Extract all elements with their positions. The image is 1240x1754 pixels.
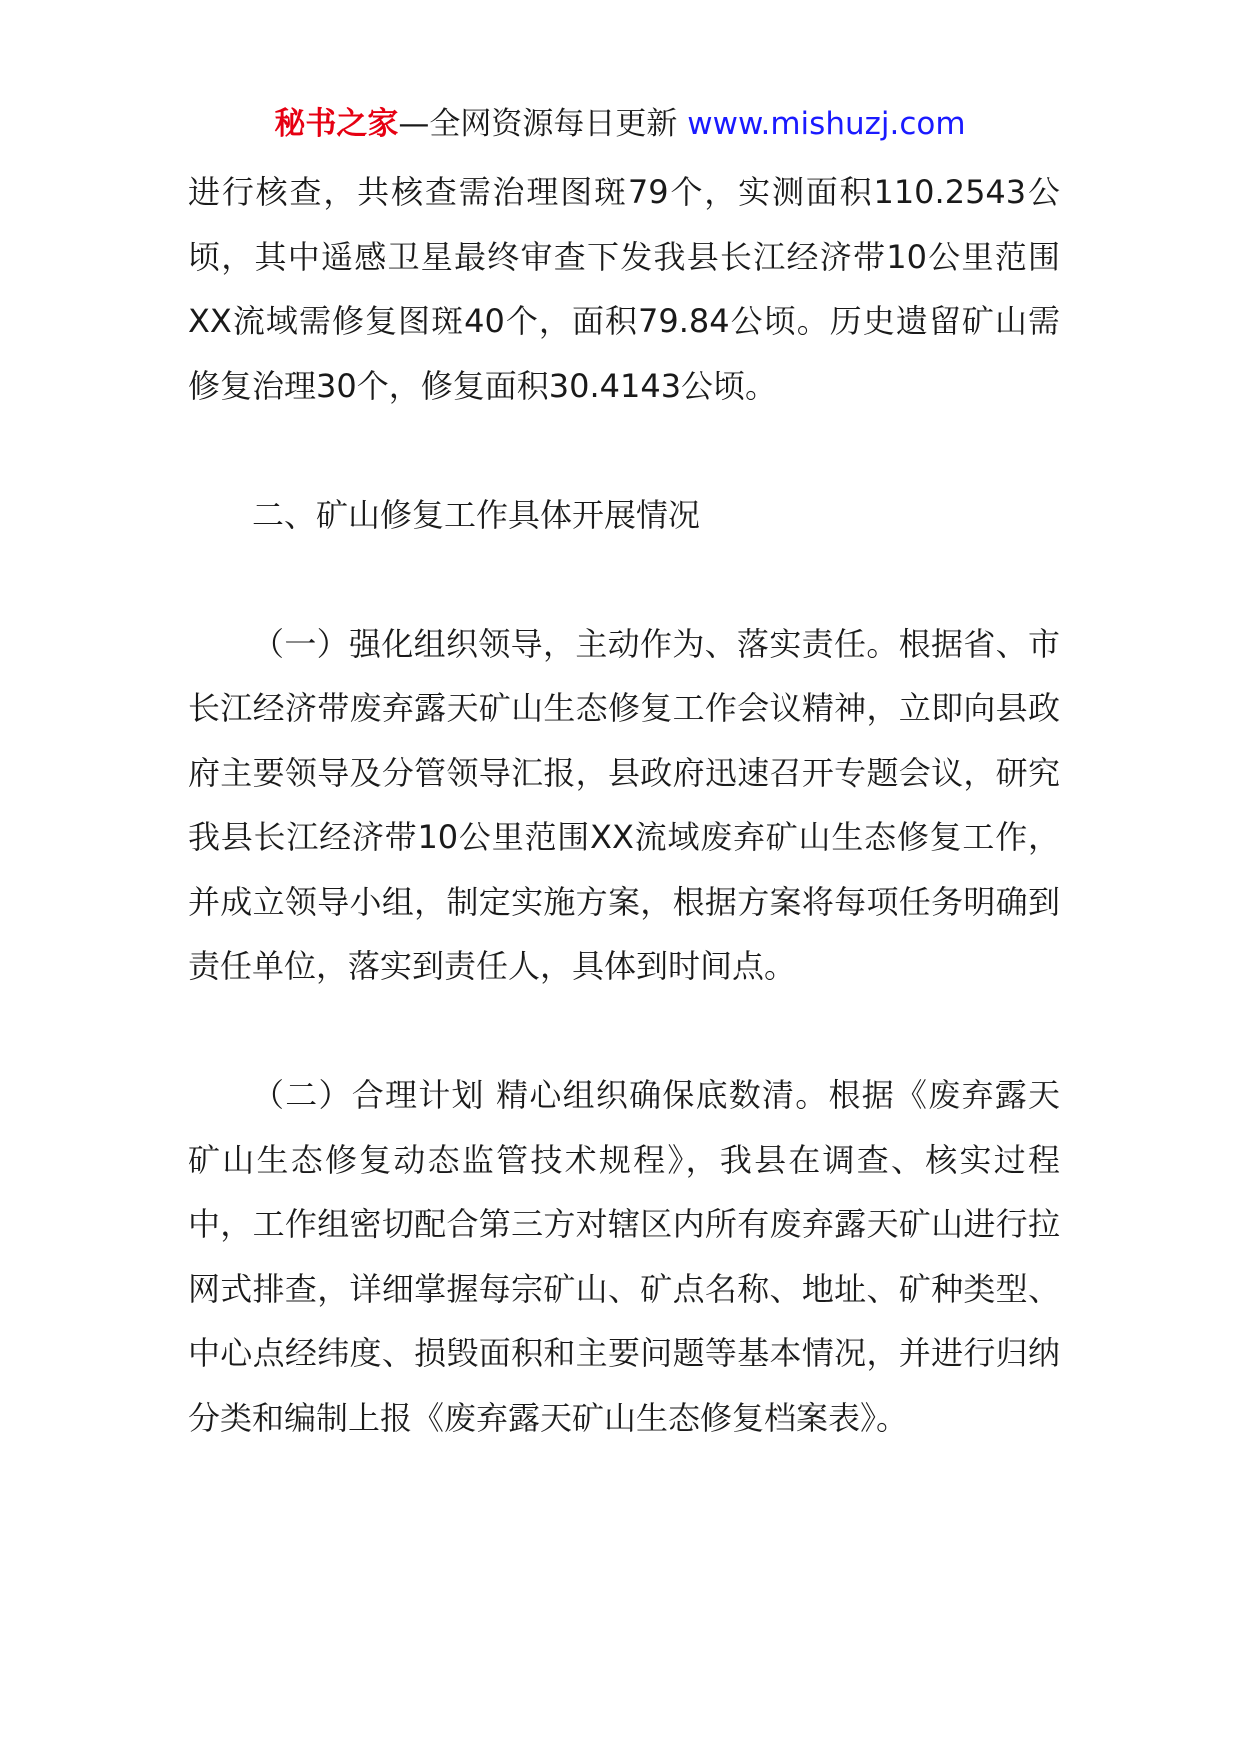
site-header [0,100,1240,148]
paragraph-organization: （一）强化组织领导，主动作为、落实责任。根据省、市长江经济带废弃露天矿山生态修复工作会议精神，立即向县政府主要领导及分管领导汇报，县政府迅速召开专题会议，研究我县长江经济带10公里范围XX流域废弃矿山生态修复工作，并成立领导小组，制定实施方案，根据方案将每项任务明确到责任单位，落实到责任人，具体到时间点。 [188,624,1060,985]
site-url-link[interactable]: www.mishuzj.com [687,106,966,142]
brand-name: 秘书之家 [274,106,399,142]
paragraph-continued: 进行核查，共核查需治理图斑79个，实测面积110.2543公顷，其中遥感卫星最终审查下发我县长江经济带10公里范围XX流域需修复图斑40个，面积79.84公顷。历史遗留矿山需修复治理30个，修复面积30.4143公顷。 [188,173,1060,405]
header-tagline: —全网资源每日更新 [398,106,688,142]
document-body [188,160,1060,1450]
paragraph-planning: （二）合理计划 精心组织确保底数清。根据《废弃露天矿山生态修复动态监管技术规程》，我县在调查、核实过程中，工作组密切配合第三方对辖区内所有废弃露天矿山进行拉网式排查，详细掌握每宗矿山、矿点名称、地址、矿种类型、中心点经纬度、损毁面积和主要问题等基本情况，并进行归纳分类和编制上报《废弃露天矿山生态修复档案表》。 [188,1076,1060,1437]
section-heading: 二、矿山修复工作具体开展情况 [252,495,701,534]
